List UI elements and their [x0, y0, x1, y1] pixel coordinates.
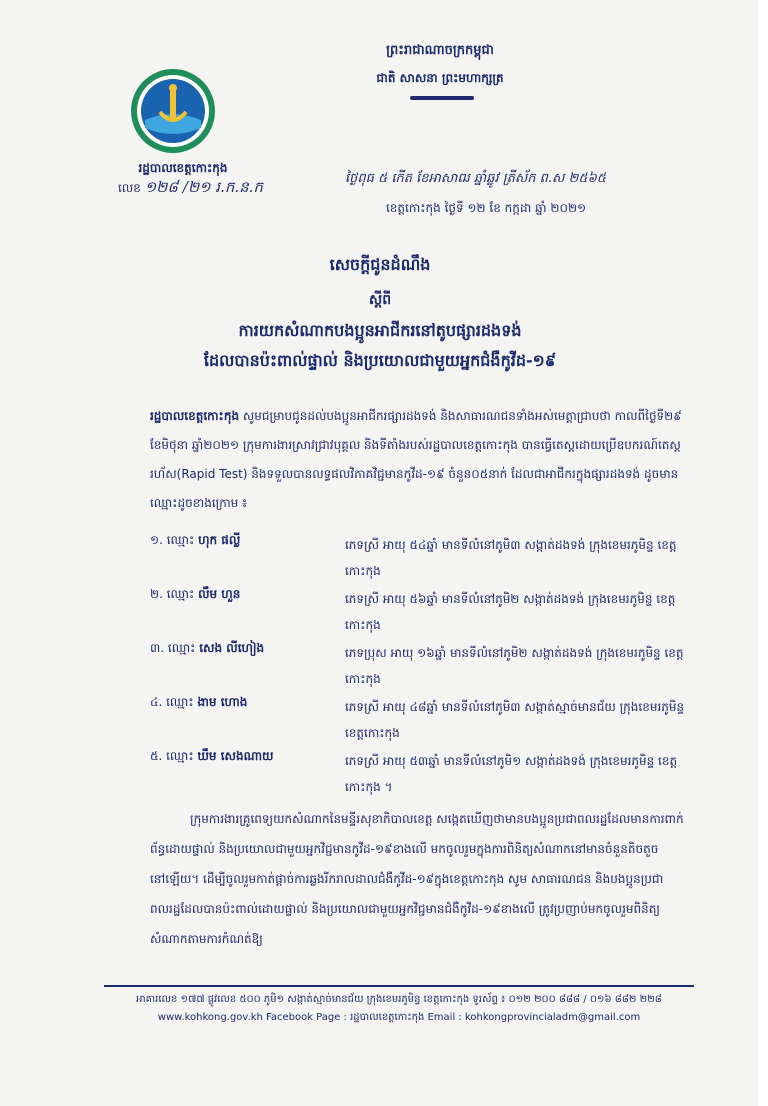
intro-paragraph	[150, 402, 690, 518]
person-number: ៥. ឈ្មោះ	[150, 749, 194, 763]
person-name: ឃឹម សេងណាយ	[197, 749, 274, 763]
person-number: ១. ឈ្មោះ	[150, 533, 195, 547]
reference-number	[118, 178, 263, 200]
person-name: ងាម ហោង	[197, 695, 248, 709]
footer-contact: www.kohkong.gov.kh Facebook Page : រដ្ឋបាលខេត្តកោះកុង Email : kohkongprovincialadm@gmail.com	[157, 1012, 641, 1023]
person-number: ៤. ឈ្មោះ	[150, 695, 194, 709]
footer-divider	[104, 985, 694, 987]
motto-divider	[410, 96, 474, 100]
solar-date: ខេត្តកោះកុង ថ្ងៃទី ១២ ខែ កក្កដា ឆ្នាំ ២០២១	[386, 201, 587, 215]
reference-label: លេខ	[118, 181, 141, 195]
person-details: ភេទប្រុស អាយុ ១៦ឆ្នាំ មានទីលំនៅភូមិ២ សង្កាត់ដងទង់ ក្រុងខេមរភូមិន្ទ ខេត្តកោះកុង	[345, 646, 684, 686]
person-details: ភេទស្រី អាយុ ៥៣ឆ្នាំ មានទីលំនៅភូមិ១ សង្កាត់ដងទង់ ក្រុងខេមរភូមិន្ទ ខេត្តកោះកុង ។	[345, 754, 678, 794]
reference-value: ១២៨ /២១ រ.ក.ន.ក	[144, 178, 263, 196]
body-paragraph	[150, 804, 690, 954]
person-name: ហុក ផល្លី	[198, 533, 241, 547]
notice-title: សេចក្តីជូនដំណឹង	[329, 255, 431, 274]
person-details: ភេទស្រី អាយុ ៥៦ឆ្នាំ មានទីលំនៅភូមិ២ សង្កាត់ដងទង់ ក្រុងខេមរភូមិន្ទ ខេត្តកោះកុង	[345, 592, 676, 632]
list-item	[150, 586, 700, 642]
body-text: ក្រុមការងារគ្រូពេទ្យយកសំណាកនៃមន្ទីរសុខាភិបាលខេត្ត សង្កេតឃើញថាមានបងប្អូនប្រជាពលរដ្ឋដែលមានការពាក់ព័ន្ធដោយផ្ទាល់ និងប្រយោលជាមួយអ្នកវិជ្ជមានកូវីដ-១៩ខាងលើ មកចូលរួមក្នុងការពិនិត្យសំណាកនៅមានចំនួនតិចតួចនៅឡើយ។ ដើម្បីចូលរួមកាត់ផ្តាច់ការឆ្លងរីករាលដាលជំងឺកូវីដ-១៩ក្នុងខេត្តកោះកុង សូម សាធារណជន និងបងប្អូនប្រជាពលរដ្ឋដែលបានប៉ះពាល់ដោយផ្ទាល់ និងប្រយោលជាមួយអ្នកវិជ្ជមានជំងឺកូវីដ-១៩ខាងលើ ត្រូវប្រញាប់មកចូលរួមពិនិត្យសំណាកតាមការកំណត់ឱ្យ	[150, 812, 684, 946]
person-name: លឹម ហួន	[198, 587, 241, 601]
lunar-date: ថ្ងៃពុធ ៥ កើត ខែអាសាឍ ឆ្នាំឆ្លូវ ត្រីស័ក ព.ស ២៥៦៥	[345, 171, 607, 186]
national-motto: ជាតិ សាសនា ព្រះមហាក្សត្រ	[376, 71, 504, 85]
footer-address: អាគារលេខ ១៧៧ ផ្លូវលេខ ៥០០ ភូមិ១ សង្កាត់ស្មាច់មានជ័យ ក្រុងខេមរភូមិន្ទ ខេត្តកោះកុង ទូរស័ព្ទ ៖ ០១២ ២០០ ៨៨៨ / ០១៦ ៨៨២ ២២៨	[136, 994, 662, 1005]
intro-lead: រដ្ឋបាលខេត្តកោះកុង	[150, 409, 240, 423]
notice-subject-line1: ការយកសំណាកបងប្អូនអាជីករនៅតូបផ្សារដងទង់	[238, 321, 522, 340]
person-number: ២. ឈ្មោះ	[150, 587, 195, 601]
person-number: ៣. ឈ្មោះ	[150, 641, 196, 655]
intro-text: សូមជម្រាបជូនដល់បងប្អូនអាជីករផ្សារដងទង់ និងសាធារណជនទាំងអស់មេត្តាជ្រាបថា កាលពីថ្ងៃទី២៩ ខែមិថុនា ឆ្នាំ២០២១ ក្រុមការងារស្រាវជ្រាវបុគ្គល និងទីតាំងរបស់រដ្ឋបាលខេត្តកោះកុង បានធ្វើតេស្តដោយប្រើឧបករណ៍តេស្តរហ័ស(Rapid Test) និងទទួលបានលទ្ធផលវិភាគវិជ្ជមានកូវីដ-១៩ ចំនួន០៥នាក់ ដែលជាអាជីករក្នុងផ្សារដងទង់ ដូចមានឈ្មោះដូចខាងក្រោម ៖	[150, 409, 682, 510]
list-item	[150, 640, 700, 696]
agency-name: រដ្ឋបាលខេត្តកោះកុង	[138, 161, 228, 175]
kingdom-heading: ព្រះរាជាណាចក្រកម្ពុជា	[386, 43, 494, 58]
person-details: ភេទស្រី អាយុ ៤៨ឆ្នាំ មានទីលំនៅភូមិ៣ សង្កាត់ស្មាច់មានជ័យ ក្រុងខេមរភូមិន្ទ ខេត្តកោះកុង	[345, 700, 685, 740]
notice-subject-line2: ដែលបានប៉ះពាល់ផ្ទាល់ និងប្រយោលជាមួយអ្នកជំងឺកូវីដ-១៩	[203, 351, 557, 370]
notice-subject-label: ស្តីពី	[368, 292, 392, 308]
person-details: ភេទស្រី អាយុ ៥៤ឆ្នាំ មានទីលំនៅភូមិ៣ សង្កាត់ដងទង់ ក្រុងខេមរភូមិន្ទ ខេត្តកោះកុង	[345, 538, 677, 578]
provincial-emblem-logo	[130, 68, 216, 154]
list-item	[150, 748, 700, 804]
person-name: សេង លីហៀង	[199, 641, 265, 655]
list-item	[150, 532, 700, 588]
list-item	[150, 694, 700, 750]
